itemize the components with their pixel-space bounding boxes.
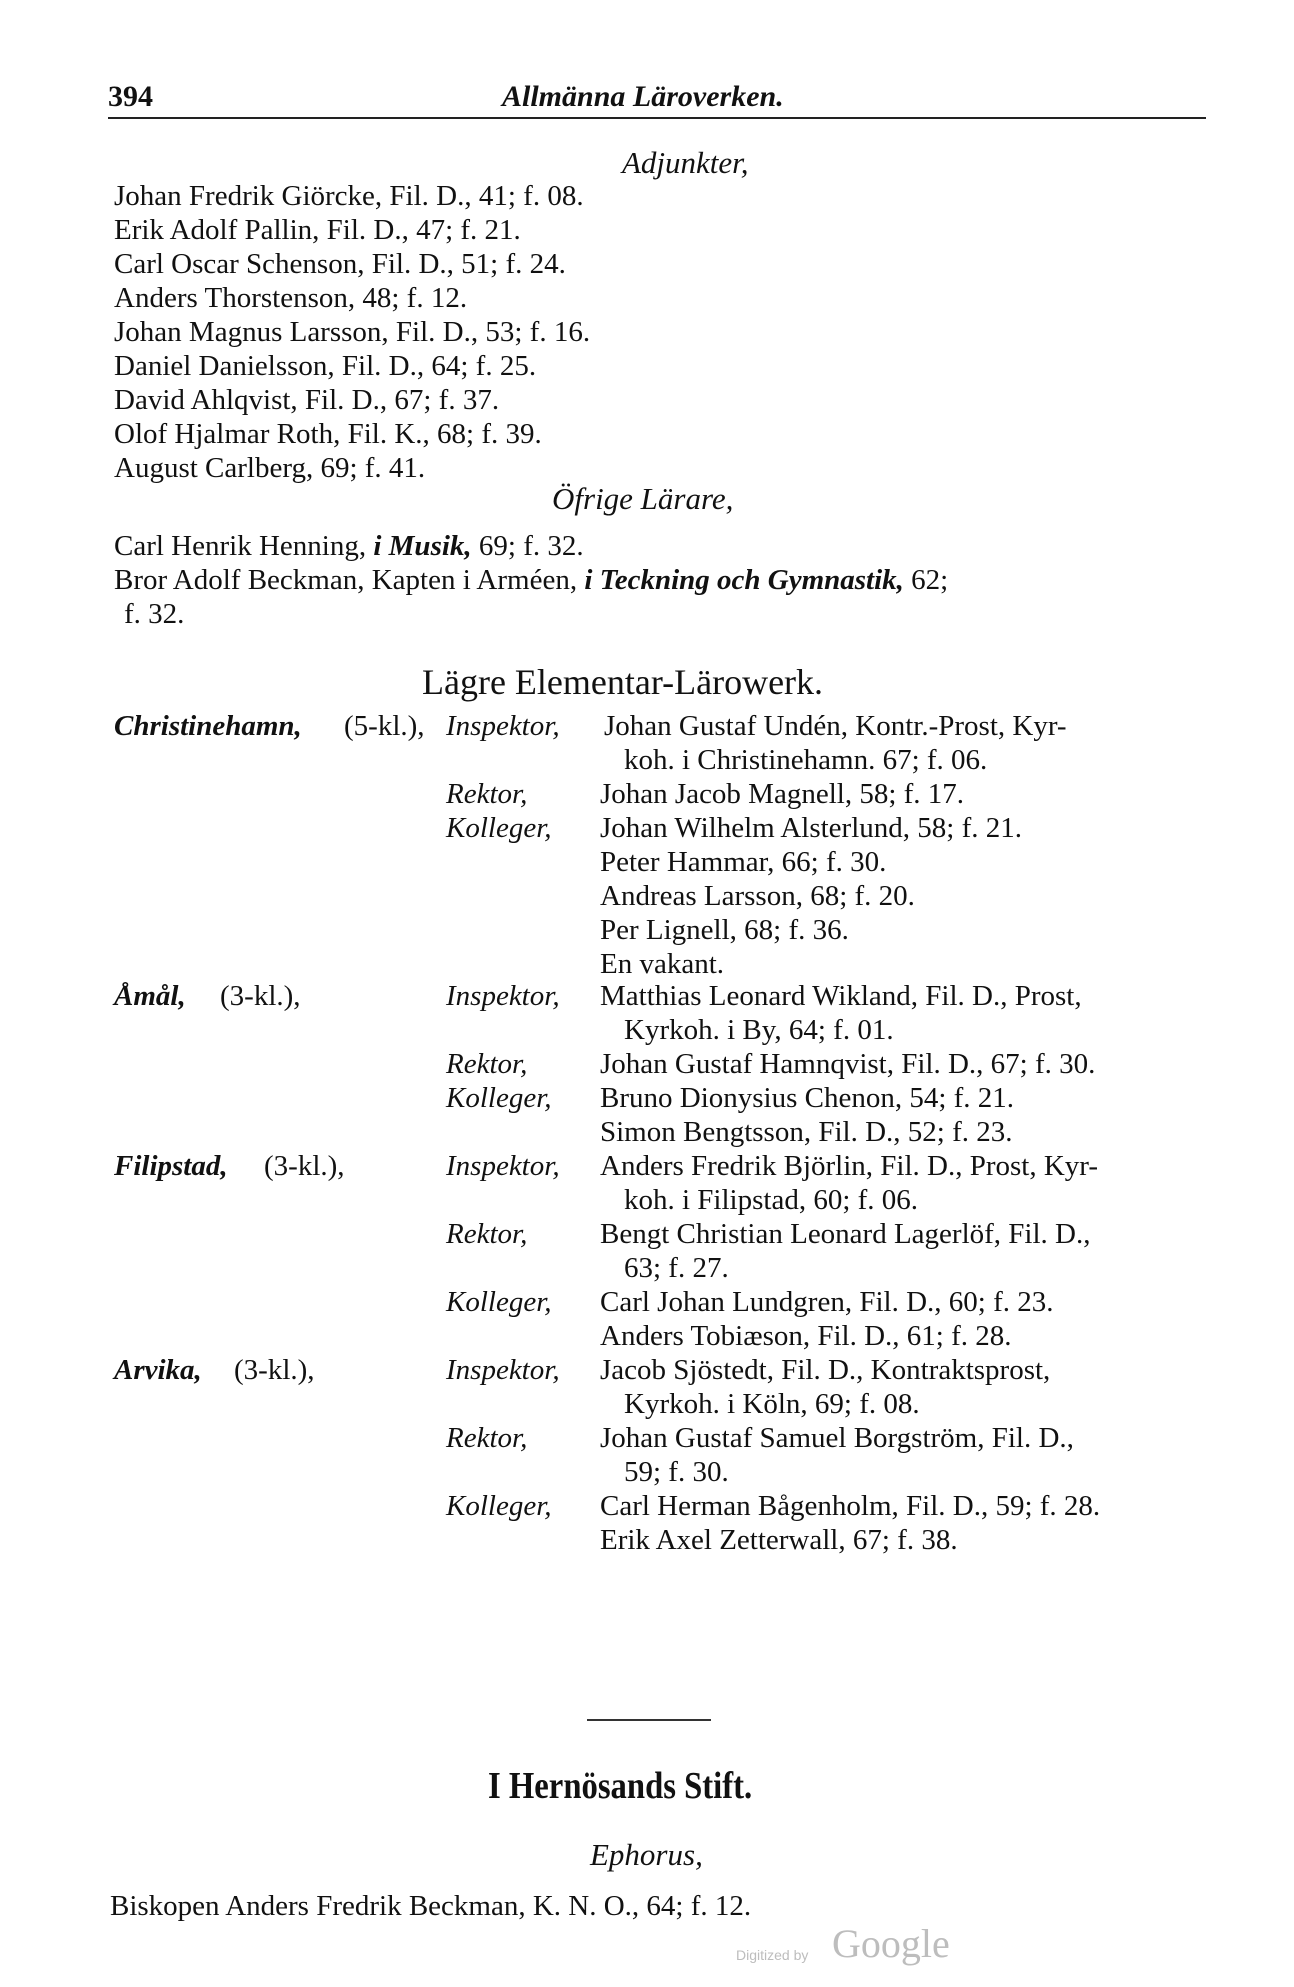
role-text: Peter Hammar, 66; f. 30.: [600, 846, 887, 878]
digitized-by-label: Digitized by: [736, 1947, 809, 1963]
running-title: Allmänna Läroverken.: [502, 80, 784, 113]
role-text: Johan Gustaf Hamnqvist, Fil. D., 67; f. 30.: [600, 1048, 1096, 1080]
town-name: Filipstad,: [114, 1150, 228, 1182]
role-text: Erik Axel Zetterwall, 67; f. 38.: [600, 1524, 958, 1556]
page-number: 394: [108, 80, 153, 113]
role-text: Carl Herman Bågenholm, Fil. D., 59; f. 28.: [600, 1490, 1101, 1522]
role-text: Carl Johan Lundgren, Fil. D., 60; f. 23.: [600, 1286, 1054, 1318]
role-text: Jacob Sjöstedt, Fil. D., Kontraktsprost,: [600, 1354, 1051, 1386]
school-classes: (3-kl.),: [220, 980, 301, 1012]
role-text: Johan Gustaf Samuel Borgström, Fil. D.,: [600, 1422, 1074, 1454]
town-name: Åmål,: [114, 980, 186, 1012]
role-text: Johan Wilhelm Alsterlund, 58; f. 21.: [600, 812, 1022, 844]
adjunkter-heading: Adjunkter,: [622, 145, 749, 180]
list-item: August Carlberg, 69; f. 41.: [114, 452, 426, 484]
school-classes: (3-kl.),: [264, 1150, 345, 1182]
list-item: David Ahlqvist, Fil. D., 67; f. 37.: [114, 384, 500, 416]
google-logo: Google: [832, 1921, 950, 1966]
henning-entry: [114, 530, 584, 563]
henning-name: Carl Henrik Henning,: [114, 530, 374, 562]
role-text: koh. i Filipstad, 60; f. 06.: [624, 1184, 919, 1216]
role-text: Johan Jacob Magnell, 58; f. 17.: [600, 778, 965, 810]
role-label: Kolleger,: [446, 1082, 552, 1114]
role-text: 59; f. 30.: [624, 1456, 729, 1488]
beckman-entry-cont: f. 32.: [124, 598, 185, 630]
role-text: Matthias Leonard Wikland, Fil. D., Prost,: [600, 980, 1082, 1012]
ephorus-heading: Ephorus,: [590, 1837, 703, 1872]
role-label: Kolleger,: [446, 1490, 552, 1522]
role-label: Rektor,: [446, 778, 528, 810]
town-name: Arvika,: [114, 1354, 202, 1386]
role-label: Rektor,: [446, 1218, 528, 1250]
role-text: koh. i Christinehamn. 67; f. 06.: [624, 744, 988, 776]
section-divider: [587, 1719, 711, 1721]
role-text: Kyrkoh. i Köln, 69; f. 08.: [624, 1388, 920, 1420]
role-text: Simon Bengtsson, Fil. D., 52; f. 23.: [600, 1116, 1013, 1148]
list-item: Erik Adolf Pallin, Fil. D., 47; f. 21.: [114, 214, 521, 246]
role-label: Kolleger,: [446, 812, 552, 844]
role-text: Bruno Dionysius Chenon, 54; f. 21.: [600, 1082, 1015, 1114]
role-text: Johan Gustaf Undén, Kontr.-Prost, Kyr-: [604, 710, 1067, 742]
role-label: Kolleger,: [446, 1286, 552, 1318]
beckman-rest: 62;: [903, 564, 949, 596]
list-item: Anders Thorstenson, 48; f. 12.: [114, 282, 468, 314]
role-label: Rektor,: [446, 1422, 528, 1454]
role-text: Bengt Christian Leonard Lagerlöf, Fil. D.,: [600, 1218, 1091, 1250]
role-text: Per Lignell, 68; f. 36.: [600, 914, 849, 946]
role-text: Anders Fredrik Björlin, Fil. D., Prost, Kyr-: [600, 1150, 1099, 1182]
role-text: Andreas Larsson, 68; f. 20.: [600, 880, 915, 912]
town-name: Christinehamn,: [114, 710, 302, 742]
list-item: Olof Hjalmar Roth, Fil. K., 68; f. 39.: [114, 418, 542, 450]
lagre-heading: Lägre Elementar-Lärowerk.: [422, 662, 824, 702]
role-text: 63; f. 27.: [624, 1252, 729, 1284]
role-text: Kyrkoh. i By, 64; f. 01.: [624, 1014, 894, 1046]
hernosand-heading: I Hernösands Stift.: [488, 1765, 753, 1807]
role-label: Inspektor,: [446, 1150, 560, 1182]
list-item: Johan Fredrik Giörcke, Fil. D., 41; f. 08.: [114, 180, 584, 212]
list-item: Johan Magnus Larsson, Fil. D., 53; f. 16.: [114, 316, 591, 348]
henning-rest: 69; f. 32.: [471, 530, 584, 562]
role-label: Inspektor,: [446, 1354, 560, 1386]
role-text: Anders Tobiæson, Fil. D., 61; f. 28.: [600, 1320, 1012, 1352]
list-item: Carl Oscar Schenson, Fil. D., 51; f. 24.: [114, 248, 566, 280]
role-label: Inspektor,: [446, 710, 560, 742]
beckman-subject: i Teckning och Gymnastik,: [584, 564, 904, 596]
beckman-entry: [114, 564, 948, 597]
adjunkter-list: [114, 180, 590, 486]
school-classes: (5-kl.),: [344, 710, 425, 742]
henning-subject: i Musik,: [373, 530, 472, 562]
beckman-name: Bror Adolf Beckman, Kapten i Arméen,: [114, 564, 585, 596]
ofrige-heading: Öfrige Lärare,: [552, 481, 734, 516]
role-text: En vakant.: [600, 948, 725, 980]
list-item: Daniel Danielsson, Fil. D., 64; f. 25.: [114, 350, 537, 382]
role-label: Inspektor,: [446, 980, 560, 1012]
ephorus-entry: Biskopen Anders Fredrik Beckman, K. N. O., 64; f. 12.: [110, 1890, 752, 1922]
school-classes: (3-kl.),: [234, 1354, 315, 1386]
role-label: Rektor,: [446, 1048, 528, 1080]
header-rule: [108, 117, 1206, 119]
